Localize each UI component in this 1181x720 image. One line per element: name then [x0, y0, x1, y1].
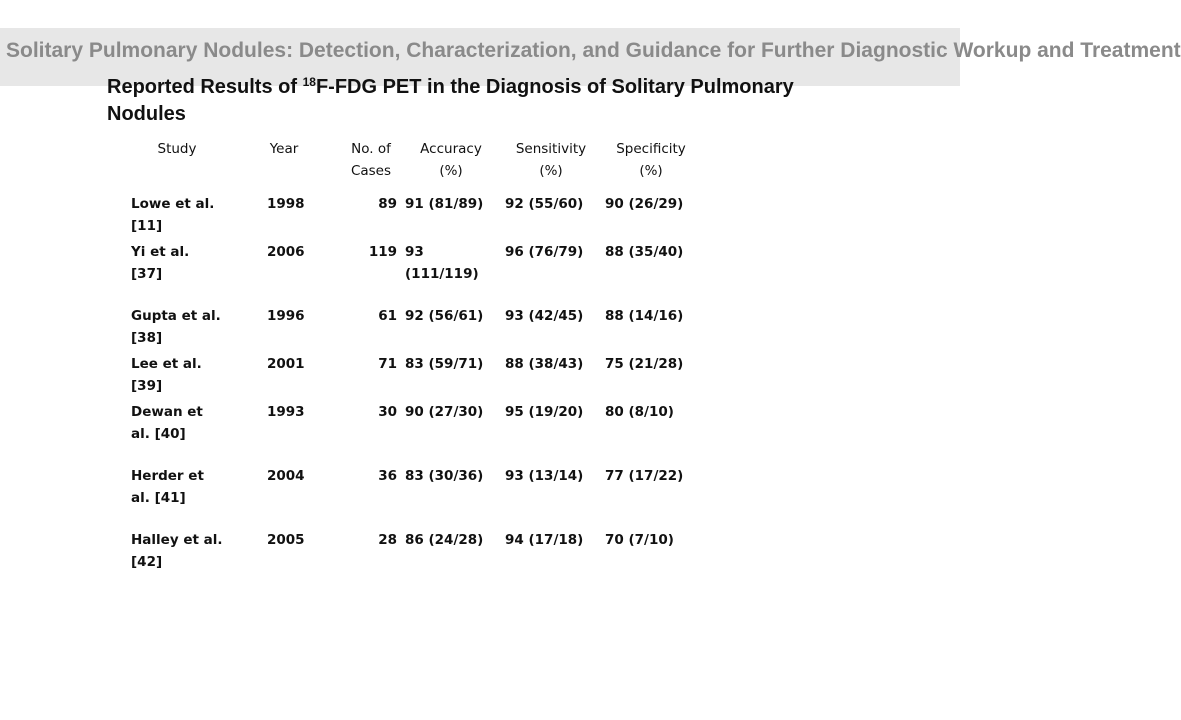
table-row [127, 528, 701, 576]
cell-year: 1996 [267, 308, 305, 324]
cell-study: Lee et al. [39] [131, 356, 202, 394]
cell-year: 2006 [267, 244, 305, 260]
cell-cases: 71 [378, 356, 397, 372]
cell-accuracy: 86 (24/28) [405, 532, 484, 548]
cell-study: Yi et al. [37] [131, 244, 190, 282]
cell-study: Herder et al. [41] [131, 468, 204, 506]
cell-sensitivity: 88 (38/43) [505, 356, 584, 372]
header-study: Study [157, 141, 197, 157]
cell-sensitivity: 93 (42/45) [505, 308, 584, 324]
cell-accuracy: 91 (81/89) [405, 196, 484, 212]
cell-specificity: 75 (21/28) [605, 356, 684, 372]
cell-cases: 61 [378, 308, 397, 324]
title-superscript: 18 [302, 75, 316, 89]
title-suffix: F-FDG PET in the Diagnosis of Solitary Pulmonary Nodules [107, 76, 794, 125]
cell-accuracy: 93 (111/119) [405, 244, 479, 282]
banner-title: Solitary Pulmonary Nodules: Detection, Characterization, and Guidance for Further Diagnostic Workup and Treatment [6, 39, 1181, 62]
cell-specificity: 88 (14/16) [605, 308, 684, 324]
slide-title [107, 74, 867, 128]
header-year: Year [269, 141, 299, 157]
cell-study: Dewan et al. [40] [131, 404, 203, 442]
header-sensitivity: Sensitivity (%) [515, 141, 587, 179]
table-row [127, 192, 701, 240]
cell-cases: 28 [378, 532, 397, 548]
cell-cases: 119 [368, 244, 397, 260]
cell-accuracy: 90 (27/30) [405, 404, 484, 420]
table-row [127, 352, 701, 400]
cell-sensitivity: 92 (55/60) [505, 196, 584, 212]
cell-sensitivity: 93 (13/14) [505, 468, 584, 484]
cell-specificity: 90 (26/29) [605, 196, 684, 212]
cell-specificity: 80 (8/10) [605, 404, 674, 420]
cell-study: Halley et al. [42] [131, 532, 223, 570]
cell-specificity: 70 (7/10) [605, 532, 674, 548]
cell-cases: 36 [378, 468, 397, 484]
cell-year: 1998 [267, 196, 305, 212]
cell-specificity: 77 (17/22) [605, 468, 684, 484]
header-accuracy: Accuracy (%) [420, 141, 482, 179]
header-cases: No. of Cases [350, 141, 392, 179]
title-prefix: Reported Results of [107, 76, 303, 98]
cell-year: 2001 [267, 356, 305, 372]
header-row [127, 134, 701, 192]
cell-cases: 89 [378, 196, 397, 212]
cell-specificity: 88 (35/40) [605, 244, 684, 260]
results-table [127, 134, 701, 576]
table-row [127, 400, 701, 464]
cell-sensitivity: 95 (19/20) [505, 404, 584, 420]
cell-study: Gupta et al. [38] [131, 308, 221, 346]
cell-accuracy: 83 (30/36) [405, 468, 484, 484]
cell-cases: 30 [378, 404, 397, 420]
table-row [127, 464, 701, 528]
cell-sensitivity: 94 (17/18) [505, 532, 584, 548]
cell-accuracy: 83 (59/71) [405, 356, 484, 372]
table-row [127, 240, 701, 304]
cell-accuracy: 92 (56/61) [405, 308, 484, 324]
cell-sensitivity: 96 (76/79) [505, 244, 584, 260]
cell-year: 1993 [267, 404, 305, 420]
cell-year: 2005 [267, 532, 305, 548]
cell-study: Lowe et al. [11] [131, 196, 215, 234]
cell-year: 2004 [267, 468, 305, 484]
table-row [127, 304, 701, 352]
header-specificity: Specificity (%) [616, 141, 686, 179]
